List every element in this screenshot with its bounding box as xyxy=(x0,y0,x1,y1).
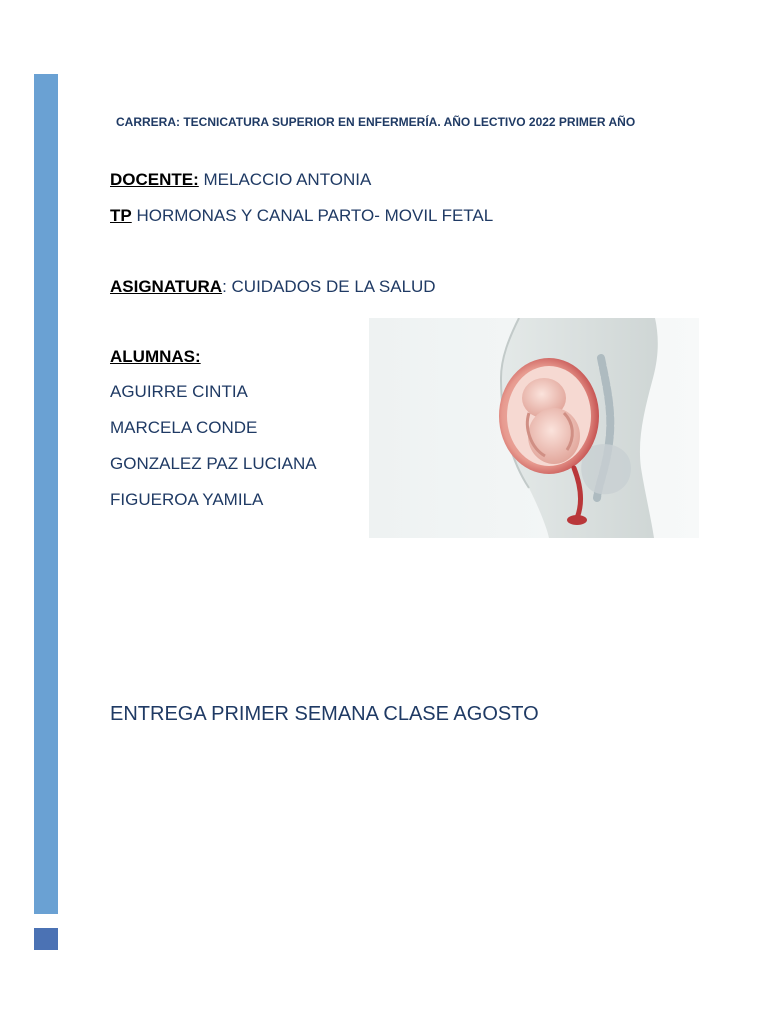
student-name: AGUIRRE CINTIA xyxy=(110,382,248,401)
asignatura-label-part1: ASIGNATU xyxy=(110,277,198,296)
alumnas-label: ALUMNAS: xyxy=(110,347,201,366)
career-header: CARRERA: TECNICATURA SUPERIOR EN ENFERMERÍA. AÑO LECTIVO 2022 PRIMER AÑO xyxy=(116,115,636,129)
tp-line xyxy=(110,206,493,226)
tp-label: TP xyxy=(110,206,132,225)
pregnancy-fetus-illustration xyxy=(369,318,699,538)
delivery-note: ENTREGA PRIMER SEMANA CLASE AGOSTO xyxy=(110,703,539,725)
decorative-side-bar xyxy=(34,74,58,914)
student-name: GONZALEZ PAZ LUCIANA xyxy=(110,454,317,473)
asignatura-label-part2: RA xyxy=(197,277,223,296)
student-name: FIGUEROA YAMILA xyxy=(110,490,264,509)
asignatura-value: : CUIDADOS DE LA SALUD xyxy=(222,277,436,296)
asignatura-line xyxy=(110,277,436,297)
decorative-side-square xyxy=(34,928,58,950)
alumnas-line xyxy=(110,347,201,367)
docente-line xyxy=(110,170,371,190)
docente-value: MELACCIO ANTONIA xyxy=(198,170,372,189)
docente-label: DOCENTE: xyxy=(110,170,199,189)
tp-value: HORMONAS Y CANAL PARTO- MOVIL FETAL xyxy=(131,206,494,225)
student-name: MARCELA CONDE xyxy=(110,418,258,437)
